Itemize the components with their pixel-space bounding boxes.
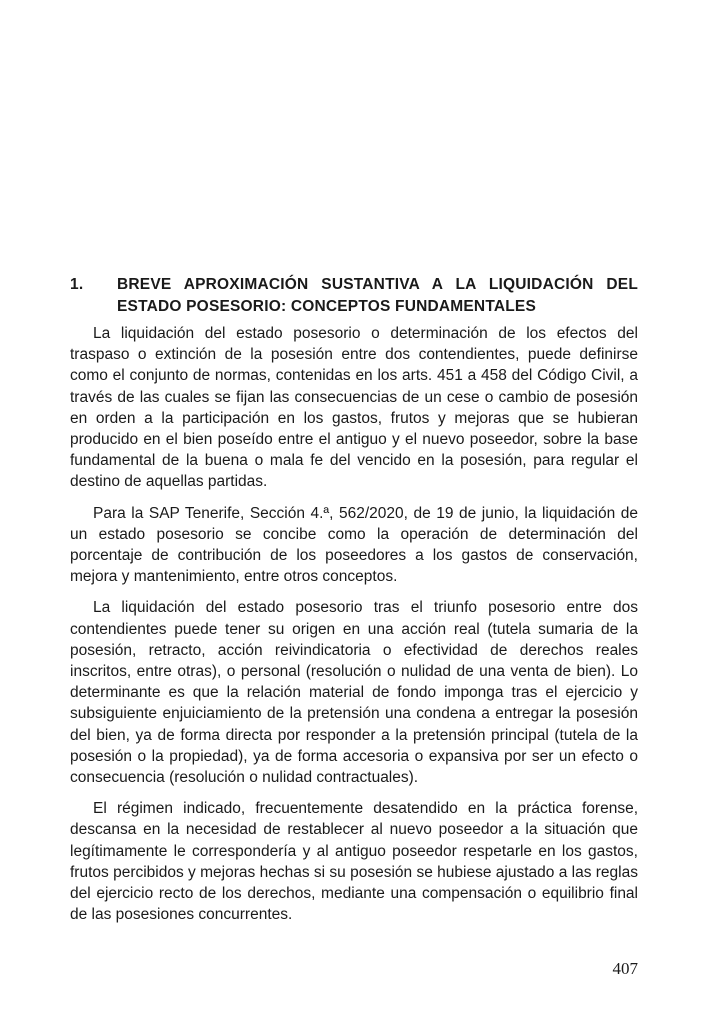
paragraph-4: El régimen indicado, frecuentemente desatendido en la práctica forense, descansa en la necesidad de restablecer al nuevo poseedor a la situación que legítimamente le correspondería y al antiguo poseedor respetarle en los gastos, frutos percibidos y mejoras hechas si su posesión se hubiese ajustado a las reglas del ejercicio recto de los derechos, mediante una compensación o equilibrio final de las posesiones concurrentes.	[70, 800, 638, 924]
paragraph-3: La liquidación del estado posesorio tras el triunfo posesorio entre dos contendientes puede tener su origen en una acción real (tutela sumaria de la posesión, retracto, acción reivindicatoria o efectividad de derechos reales inscritos, entre otras), o personal (resolución o nulidad de una venta de bien). Lo determinante es que la relación material de fondo imponga tras el ejercicio y subsiguiente enjuiciamiento de la pretensión una condena a entregar la posesión del bien, ya de forma directa por responder a la pretensión principal (tutela de la posesión o la propiedad), ya de forma accesoria o expansiva por ser un efecto o consecuencia (resolución o nulidad contractuales).	[70, 599, 638, 787]
section-heading	[70, 274, 638, 318]
section-number: 1.	[70, 276, 84, 293]
page-number: 407	[612, 959, 638, 978]
section-title: BREVE APROXIMACIÓN SUSTANTIVA A LA LIQUIDACIÓN DEL ESTADO POSESORIO: CONCEPTOS FUNDAMENTALES	[117, 276, 638, 315]
paragraph-1: La liquidación del estado posesorio o determinación de los efectos del traspaso o extinción de la posesión entre dos contendientes, puede definirse como el conjunto de normas, contenidas en los arts. 451 a 458 del Código Civil, a través de las cuales se fijan las consecuencias de un cese o cambio de posesión en orden a la participación en los gastos, frutos y mejoras que se hubieran producido en el bien poseído entre el antiguo y el nuevo poseedor, sobre la base fundamental de la buena o mala fe del vencido en la posesión, para regular el destino de aquellas partidas.	[70, 325, 638, 491]
body-text	[70, 323, 638, 935]
paragraph-2: Para la SAP Tenerife, Sección 4.ª, 562/2020, de 19 de junio, la liquidación de un estado posesorio se concibe como la operación de determinación del porcentaje de contribución de los poseedores a los gastos de conservación, mejora y mantenimiento, entre otros conceptos.	[70, 504, 638, 586]
